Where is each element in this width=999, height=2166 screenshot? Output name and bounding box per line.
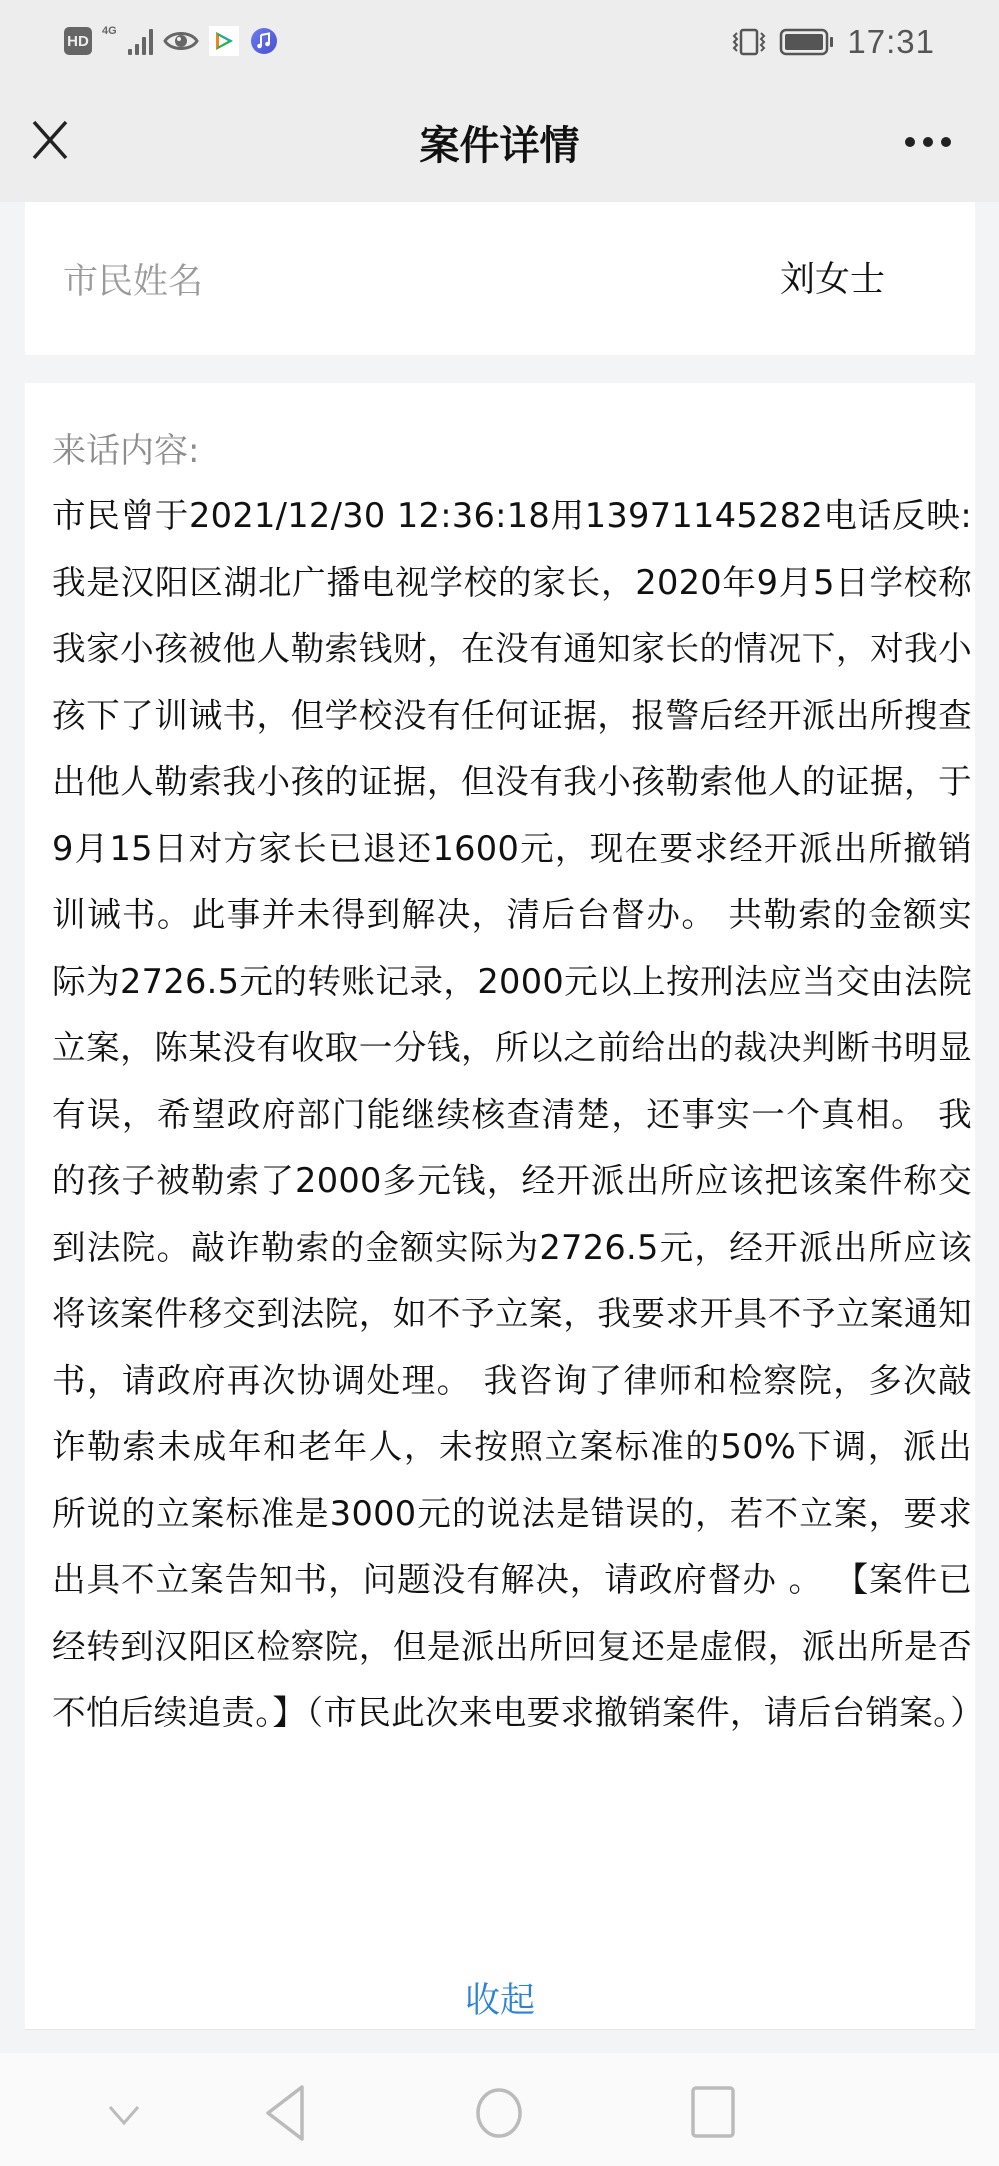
video-app-icon	[209, 26, 239, 56]
collapse-button[interactable]: 收起	[464, 1981, 535, 2021]
page-title: 案件详情	[419, 123, 580, 169]
eye-icon	[163, 29, 199, 53]
call-content-text: 市民曾于2021/12/30 12:36:18用13971145282电话反映: 我是汉阳区湖北广播电视学校的家长，2020年9月5日学校称我家小孩被他人勒索钱财，在没有通知家长的情况下，对我小孩下了训诫书，但学校没有任何证据，报警后经开派出所搜查出他人勒索我小孩的证据，但没有我小孩勒索他人的证据，于9月15日对方家长已退还1600元，现在要求经开派出所撤销训诫书。此事并未得到解决，清后台督办。 共勒索的金额实际为2726.5元的转账记录，2000元以上按刑法应当交由法院立案，陈某没有收取一分钱，所以之前给出的裁决判断书明显有误，希望政府部门能继续核查清楚，还事实一个真相。 我的孩子被勒索了2000多元钱，经开派出所应该把该案件称交到法院。敲诈勒索的金额实际为2726.5元，经开派出所应该将该案件移交到法院，如不予立案，我要求开具不予立案通知书，请政府再次协调处理。 我咨询了律师和检察院，多次敲诈勒索未成年和老年人，未按照立案标准的50%下调，派出所说的立案标准是3000元的说法是错误的，若不立案，要求出具不立案告知书，问题没有解决，请政府督办 。 【案件已经转到汉阳区检察院，但是派出所回复还是虚假，派出所是否不怕后续追责。】（市民此次来电要求撤销案件，请后台销案。）	[52, 496, 985, 1732]
clock: 17:31	[847, 23, 935, 60]
status-right-icons	[731, 22, 935, 62]
more-options-button[interactable]	[905, 132, 959, 152]
home-icon[interactable]	[474, 2083, 524, 2143]
call-content-card	[25, 383, 985, 2030]
hide-keyboard-icon[interactable]	[106, 2103, 142, 2127]
call-content-label: 来话内容:	[52, 431, 200, 471]
battery-icon	[779, 27, 835, 57]
music-app-icon	[249, 26, 279, 56]
citizen-name-value: 刘女士	[779, 260, 885, 300]
system-navigation-bar	[0, 2053, 999, 2166]
citizen-name-label: 市民姓名	[63, 262, 204, 302]
status-left-icons	[64, 26, 279, 56]
4g-signal-icon	[102, 27, 153, 55]
network-label: 4G	[102, 25, 117, 37]
recents-icon[interactable]	[690, 2085, 736, 2141]
hd-icon: HD	[64, 27, 92, 55]
status-bar	[0, 0, 999, 82]
title-bar	[0, 82, 999, 202]
back-icon[interactable]	[262, 2083, 308, 2143]
citizen-name-card	[25, 202, 975, 355]
vibrate-icon	[731, 27, 767, 57]
more-icon	[905, 137, 915, 147]
